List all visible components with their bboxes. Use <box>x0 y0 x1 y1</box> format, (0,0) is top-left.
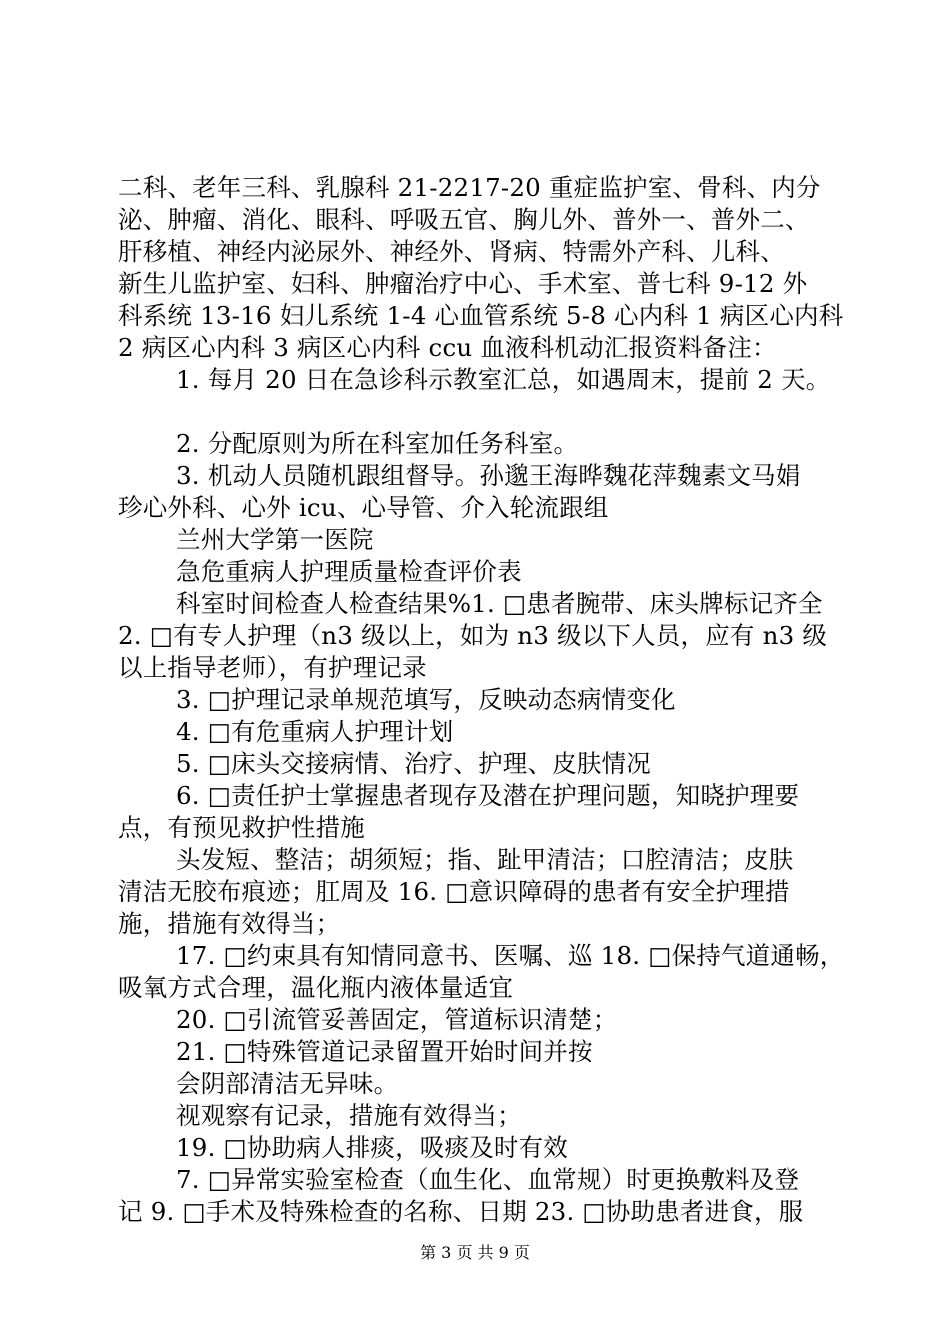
checklist-item: 17. □约束具有知情同意书、医嘱、巡 18. □保持气道通畅， <box>176 941 845 970</box>
checklist-item: 5. □床头交接病情、治疗、护理、皮肤情况 <box>176 749 652 778</box>
note-item-1: 1. 每月 20 日在急诊科示教室汇总，如遇周末，提前 2 天。 <box>176 365 831 394</box>
text-line: 清洁无胶布痕迹；肛周及 16. □意识障碍的患者有安全护理措 <box>118 877 790 906</box>
text-line: 头发短、整洁；胡须短；指、趾甲清洁；口腔清洁；皮肤 <box>176 845 794 874</box>
checklist-item: 19. □协助病人排痰，吸痰及时有效 <box>176 1133 568 1162</box>
text-line: 新生儿监护室、妇科、肿瘤治疗中心、手术室、普七科 9-12 外 <box>118 269 808 298</box>
text-line: 二科、老年三科、乳腺科 21-2217-20 重症监护室、骨科、内分 <box>118 173 821 202</box>
checklist-item: 3. □护理记录单规范填写，反映动态病情变化 <box>176 685 676 714</box>
checklist-item: 20. □引流管妥善固定，管道标识清楚； <box>176 1005 618 1034</box>
text-line: 泌、肿瘤、消化、眼科、呼吸五官、胸儿外、普外一、普外二、 <box>118 205 810 234</box>
text-line: 2 病区心内科 3 病区心内科 ccu 血液科机动汇报资料备注： <box>118 333 777 362</box>
checklist-item: 21. □特殊管道记录留置开始时间并按 <box>176 1037 593 1066</box>
note-item-2: 2. 分配原则为所在科室加任务科室。 <box>176 429 579 458</box>
text-line: 珍心外科、心外 icu、心导管、介入轮流跟组 <box>118 493 609 522</box>
text-line: 吸氧方式合理，温化瓶内液体量适宜 <box>118 973 514 1002</box>
document-body <box>118 172 843 1228</box>
form-header-line: 科室时间检查人检查结果%1. □患者腕带、床头牌标记齐全 <box>176 589 823 618</box>
text-line: 记 9. □手术及特殊检查的名称、日期 23. □协助患者进食，服 <box>118 1197 804 1226</box>
blank-line <box>118 396 843 428</box>
checklist-item: 4. □有危重病人护理计划 <box>176 717 454 746</box>
text-line: 科系统 13-16 妇儿系统 1-4 心血管系统 5-8 心内科 1 病区心内科 <box>118 301 844 330</box>
text-line: 会阴部清洁无异味。 <box>176 1069 399 1098</box>
text-line: 肝移植、神经内泌尿外、神经外、肾病、特需外产科、儿科、 <box>118 237 785 266</box>
note-item-3: 3. 机动人员随机跟组督导。孙邈王海晔魏花萍魏素文马娟 <box>176 461 801 490</box>
text-line: 点，有预见救护性措施 <box>118 813 365 842</box>
hospital-name: 兰州大学第一医院 <box>176 525 374 554</box>
text-line: 施，措施有效得当； <box>118 909 341 938</box>
checklist-item: 7. □异常实验室检查（血生化、血常规）时更换敷料及登 <box>176 1165 800 1194</box>
checklist-item: 2. □有专人护理（n3 级以上，如为 n3 级以下人员，应有 n3 级 <box>118 621 828 650</box>
form-title: 急危重病人护理质量检查评价表 <box>176 557 522 586</box>
page-number-footer: 第 3 页 共 9 页 <box>420 1243 530 1262</box>
checklist-item: 6. □责任护士掌握患者现存及潜在护理问题，知晓护理要 <box>176 781 800 810</box>
text-line: 视观察有记录，措施有效得当； <box>176 1101 522 1130</box>
text-line: 以上指导老师），有护理记录 <box>118 653 427 682</box>
